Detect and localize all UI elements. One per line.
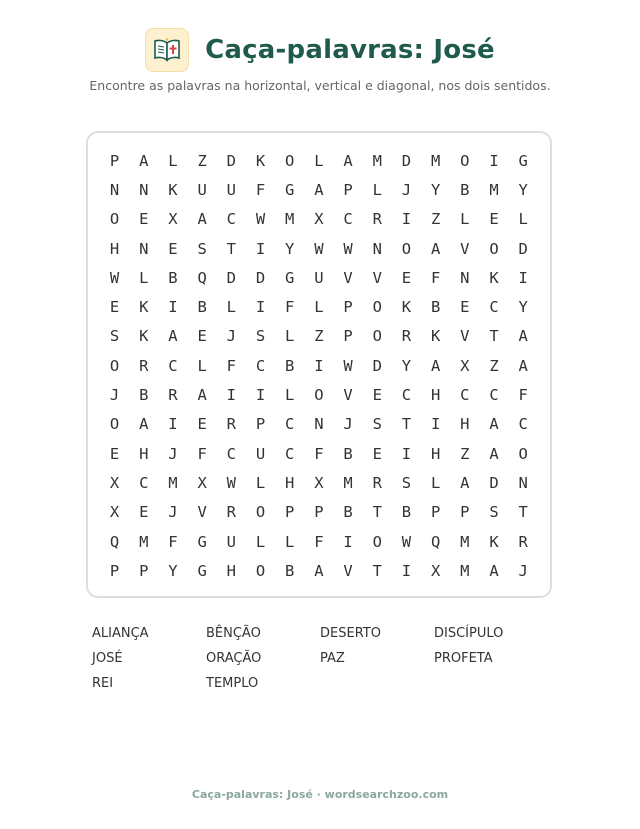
grid-cell[interactable]: I — [168, 415, 178, 434]
grid-cell[interactable]: W — [226, 473, 237, 492]
grid-cell[interactable]: V — [343, 268, 353, 287]
grid-cell[interactable]: A — [460, 473, 470, 492]
grid-cell[interactable]: Z — [460, 444, 470, 463]
grid-cell[interactable]: R — [401, 327, 412, 346]
grid-cell[interactable]: I — [255, 239, 266, 258]
grid-cell[interactable]: P — [255, 415, 266, 434]
grid-cell[interactable]: F — [168, 532, 178, 551]
grid-cell[interactable]: R — [226, 503, 237, 522]
grid-cell[interactable]: O — [372, 298, 382, 317]
grid-cell[interactable]: L — [430, 473, 441, 492]
grid-cell[interactable]: B — [168, 268, 178, 287]
grid-cell[interactable]: G — [518, 151, 528, 170]
grid-cell[interactable]: M — [372, 151, 382, 170]
grid-cell[interactable]: F — [285, 298, 295, 317]
grid-cell[interactable]: L — [314, 298, 324, 317]
grid-cell[interactable]: J — [168, 444, 178, 463]
grid-cell[interactable]: C — [226, 210, 237, 229]
grid-cell[interactable]: P — [109, 561, 120, 580]
grid-cell[interactable]: G — [197, 561, 207, 580]
grid-cell[interactable]: M — [139, 532, 149, 551]
grid-cell[interactable]: H — [285, 473, 295, 492]
grid-cell[interactable]: L — [285, 327, 295, 346]
grid-cell[interactable]: A — [168, 327, 178, 346]
grid-cell[interactable]: A — [518, 356, 528, 375]
grid-cell[interactable]: A — [314, 180, 324, 199]
grid-cell[interactable]: Y — [430, 180, 441, 199]
page-title: Caça-palavras: José — [205, 35, 495, 65]
grid-cell[interactable]: P — [343, 298, 353, 317]
grid-cell[interactable]: A — [314, 561, 324, 580]
grid-cell[interactable]: S — [197, 239, 207, 258]
grid-cell[interactable]: A — [430, 356, 441, 375]
grid-cell[interactable]: V — [343, 386, 353, 405]
grid-cell[interactable]: I — [255, 298, 266, 317]
grid-cell[interactable]: J — [168, 503, 178, 522]
grid-cell[interactable]: J — [518, 561, 528, 580]
grid-cell[interactable]: J — [401, 180, 412, 199]
grid-cell[interactable]: C — [489, 386, 499, 405]
grid-cell[interactable]: U — [197, 180, 207, 199]
grid-cell[interactable]: A — [139, 151, 149, 170]
grid-cell[interactable]: M — [168, 473, 178, 492]
footer: Caça-palavras: José · wordsearchzoo.com — [191, 788, 449, 801]
grid-cell[interactable]: K — [168, 180, 178, 199]
grid-cell[interactable]: O — [255, 561, 266, 580]
grid-cell[interactable]: I — [401, 444, 412, 463]
grid-cell[interactable]: E — [109, 444, 120, 463]
grid-cell[interactable]: E — [109, 298, 120, 317]
grid-cell[interactable]: L — [285, 386, 295, 405]
grid-cell[interactable]: R — [372, 473, 382, 492]
grid-cell[interactable]: F — [197, 444, 207, 463]
grid-cell[interactable]: Q — [430, 532, 441, 551]
grid-cell[interactable]: E — [372, 444, 382, 463]
grid-cell[interactable]: Z — [197, 151, 207, 170]
grid-cell[interactable]: X — [314, 210, 324, 229]
grid-cell[interactable]: I — [489, 151, 499, 170]
grid-cell[interactable]: X — [197, 473, 207, 492]
grid-cell[interactable]: M — [285, 210, 295, 229]
word-item: BÊNÇÃO — [206, 626, 261, 641]
grid-cell[interactable]: P — [285, 503, 295, 522]
grid-cell[interactable]: X — [168, 210, 178, 229]
grid-cell[interactable]: O — [401, 239, 412, 258]
grid-cell[interactable]: F — [518, 386, 528, 405]
grid-cell[interactable]: M — [343, 473, 353, 492]
grid-cell[interactable]: H — [430, 386, 441, 405]
grid-cell[interactable]: R — [168, 386, 178, 405]
grid-cell[interactable]: J — [226, 327, 237, 346]
grid-cell[interactable]: H — [460, 415, 470, 434]
grid-cell[interactable]: D — [489, 473, 499, 492]
grid-cell[interactable]: B — [139, 386, 149, 405]
grid-cell[interactable]: G — [197, 532, 207, 551]
grid-cell[interactable]: I — [401, 210, 412, 229]
grid-cell[interactable]: X — [460, 356, 470, 375]
grid-cell[interactable]: C — [285, 444, 295, 463]
grid-cell[interactable]: V — [343, 561, 353, 580]
grid-cell[interactable]: U — [314, 268, 324, 287]
grid-cell[interactable]: E — [197, 415, 207, 434]
grid-cell[interactable]: L — [518, 210, 528, 229]
grid-cell[interactable]: F — [314, 532, 324, 551]
grid-cell[interactable]: T — [518, 503, 528, 522]
grid-cell[interactable]: M — [489, 180, 499, 199]
grid-cell[interactable]: N — [109, 180, 120, 199]
grid-cell[interactable]: B — [197, 298, 207, 317]
grid-cell[interactable]: V — [197, 503, 207, 522]
grid-cell[interactable]: F — [226, 356, 237, 375]
grid-cell[interactable]: B — [343, 503, 353, 522]
grid-cell[interactable]: L — [197, 356, 207, 375]
grid-cell[interactable]: V — [460, 327, 470, 346]
grid-cell[interactable]: C — [518, 415, 528, 434]
grid-cell[interactable]: P — [139, 561, 149, 580]
grid-cell[interactable]: B — [285, 561, 295, 580]
grid-cell[interactable]: E — [139, 210, 149, 229]
grid-cell[interactable]: I — [226, 386, 237, 405]
grid-cell[interactable]: D — [226, 151, 237, 170]
grid-cell[interactable]: P — [109, 151, 120, 170]
grid-cell[interactable]: A — [489, 444, 499, 463]
grid-cell[interactable]: O — [109, 356, 120, 375]
grid-cell[interactable]: K — [489, 268, 499, 287]
grid-cell[interactable]: O — [489, 239, 499, 258]
grid-cell[interactable]: N — [518, 473, 528, 492]
grid-cell[interactable]: A — [430, 239, 441, 258]
grid-cell[interactable]: A — [343, 151, 353, 170]
grid-cell[interactable]: D — [518, 239, 528, 258]
word-item: DISCÍPULO — [434, 626, 504, 641]
grid-cell[interactable]: P — [460, 503, 470, 522]
grid-cell[interactable]: K — [401, 298, 412, 317]
grid-cell[interactable]: B — [343, 444, 353, 463]
grid-cell[interactable]: E — [460, 298, 470, 317]
word-item: PAZ — [320, 651, 345, 666]
word-item: ALIANÇA — [92, 626, 149, 641]
grid-cell[interactable]: O — [372, 327, 382, 346]
grid-cell[interactable]: O — [109, 415, 120, 434]
grid-cell[interactable]: W — [343, 239, 353, 258]
grid-cell[interactable]: L — [139, 268, 149, 287]
grid-cell[interactable]: U — [226, 180, 237, 199]
grid-cell[interactable]: B — [285, 356, 295, 375]
grid-cell[interactable]: S — [401, 473, 412, 492]
word-list — [92, 626, 548, 701]
grid-cell[interactable]: K — [139, 298, 149, 317]
grid-cell[interactable]: E — [139, 503, 149, 522]
grid-cell[interactable]: R — [139, 356, 149, 375]
grid-cell[interactable]: L — [314, 151, 324, 170]
grid-cell[interactable]: I — [401, 561, 412, 580]
grid-cell[interactable]: J — [109, 386, 120, 405]
grid-cell[interactable]: N — [460, 268, 470, 287]
grid-cell[interactable]: T — [401, 415, 412, 434]
grid-cell[interactable]: L — [460, 210, 470, 229]
grid-cell[interactable]: I — [168, 298, 178, 317]
grid-cell[interactable]: Y — [285, 239, 295, 258]
grid-cell[interactable]: S — [255, 327, 266, 346]
grid-cell[interactable]: G — [285, 180, 295, 199]
grid-cell[interactable]: L — [255, 473, 266, 492]
grid-cell[interactable]: A — [139, 415, 149, 434]
grid-cell[interactable]: I — [430, 415, 441, 434]
grid-cell[interactable]: L — [372, 180, 382, 199]
grid-cell[interactable]: K — [255, 151, 266, 170]
grid-cell[interactable]: Y — [168, 561, 178, 580]
grid-cell[interactable]: L — [285, 532, 295, 551]
word-item: PROFETA — [434, 651, 493, 666]
grid-cell[interactable]: Z — [430, 210, 441, 229]
grid-cell[interactable]: O — [255, 503, 266, 522]
grid-cell[interactable]: V — [460, 239, 470, 258]
grid-cell[interactable]: I — [518, 268, 528, 287]
grid-cell[interactable]: P — [430, 503, 441, 522]
grid-cell[interactable]: Z — [489, 356, 499, 375]
grid-cell[interactable]: K — [139, 327, 149, 346]
grid-cell[interactable]: X — [109, 503, 120, 522]
grid-cell[interactable]: V — [372, 268, 382, 287]
grid-cell[interactable]: Y — [401, 356, 412, 375]
grid-cell[interactable]: P — [343, 180, 353, 199]
grid-cell[interactable]: H — [139, 444, 149, 463]
grid-cell[interactable]: G — [285, 268, 295, 287]
grid-cell[interactable]: C — [343, 210, 353, 229]
grid-cell[interactable]: M — [460, 561, 470, 580]
grid-cell[interactable]: A — [489, 561, 499, 580]
grid-cell[interactable]: C — [285, 415, 295, 434]
grid-cell[interactable]: A — [489, 415, 499, 434]
grid-cell[interactable]: E — [401, 268, 412, 287]
grid-cell[interactable]: W — [314, 239, 324, 258]
grid-cell[interactable]: F — [314, 444, 324, 463]
grid-cell[interactable]: D — [226, 268, 237, 287]
grid-cell[interactable]: K — [489, 532, 499, 551]
grid-cell[interactable]: L — [226, 298, 237, 317]
grid-cell[interactable]: Y — [518, 180, 528, 199]
header — [0, 28, 640, 72]
grid-cell[interactable]: D — [372, 356, 382, 375]
grid-cell[interactable]: I — [314, 356, 324, 375]
grid-cell[interactable]: A — [197, 210, 207, 229]
grid-cell[interactable]: D — [255, 268, 266, 287]
grid-cell[interactable]: T — [226, 239, 237, 258]
grid-cell[interactable]: W — [109, 268, 120, 287]
grid-cell[interactable]: I — [255, 386, 266, 405]
grid-cell[interactable]: B — [430, 298, 441, 317]
grid-cell[interactable]: Y — [518, 298, 528, 317]
grid-cell[interactable]: A — [518, 327, 528, 346]
grid-cell[interactable]: I — [343, 532, 353, 551]
grid-cell[interactable]: H — [430, 444, 441, 463]
grid-cell[interactable]: E — [489, 210, 499, 229]
grid-cell[interactable]: C — [255, 356, 266, 375]
grid-cell[interactable]: F — [255, 180, 266, 199]
grid-cell[interactable]: W — [401, 532, 412, 551]
grid-cell[interactable]: P — [314, 503, 324, 522]
grid-cell[interactable]: Q — [197, 268, 207, 287]
grid-cell[interactable]: S — [489, 503, 499, 522]
grid-cell[interactable]: W — [343, 356, 353, 375]
grid-cell[interactable]: C — [168, 356, 178, 375]
grid-cell[interactable]: B — [460, 180, 470, 199]
grid-cell[interactable]: C — [401, 386, 412, 405]
grid-cell[interactable]: T — [372, 561, 382, 580]
grid-cell[interactable]: O — [518, 444, 528, 463]
grid-cell[interactable]: W — [255, 210, 266, 229]
grid-cell[interactable]: O — [460, 151, 470, 170]
word-item: ORAÇÃO — [206, 651, 262, 666]
grid-cell[interactable]: C — [489, 298, 499, 317]
grid-cell[interactable]: E — [372, 386, 382, 405]
grid-cell[interactable]: X — [109, 473, 120, 492]
grid-cell[interactable]: M — [460, 532, 470, 551]
grid-cell[interactable]: C — [226, 444, 237, 463]
grid-cell[interactable]: E — [197, 327, 207, 346]
grid-cell[interactable]: C — [460, 386, 470, 405]
grid-cell[interactable]: T — [489, 327, 499, 346]
grid-cell[interactable]: R — [226, 415, 237, 434]
grid-cell[interactable]: N — [139, 239, 149, 258]
open-bible-icon — [145, 28, 189, 72]
grid-cell[interactable]: S — [372, 415, 382, 434]
grid-cell[interactable]: C — [139, 473, 149, 492]
grid-cell[interactable]: N — [372, 239, 382, 258]
word-item: TEMPLO — [206, 676, 259, 691]
grid-cell[interactable]: S — [109, 327, 120, 346]
word-item: REI — [92, 676, 114, 691]
grid-cell[interactable]: L — [168, 151, 178, 170]
instructions: Encontre as palavras na horizontal, vertical e diagonal, nos dois sentidos. — [89, 78, 551, 93]
letter-grid — [100, 146, 538, 585]
grid-cell[interactable]: B — [401, 503, 412, 522]
grid-cell[interactable]: U — [255, 444, 266, 463]
grid-cell[interactable]: K — [430, 327, 441, 346]
grid-cell[interactable]: Z — [314, 327, 324, 346]
grid-cell[interactable]: L — [255, 532, 266, 551]
grid-cell[interactable]: E — [168, 239, 178, 258]
grid-cell[interactable]: U — [226, 532, 237, 551]
grid-cell[interactable]: O — [285, 151, 295, 170]
grid-cell[interactable]: H — [109, 239, 120, 258]
grid-cell[interactable]: X — [314, 473, 324, 492]
grid-cell[interactable]: T — [372, 503, 382, 522]
grid-cell[interactable]: Q — [109, 532, 120, 551]
word-item: DESERTO — [320, 626, 381, 641]
grid-cell[interactable]: M — [430, 151, 441, 170]
grid-cell[interactable]: P — [343, 327, 353, 346]
grid-cell[interactable]: N — [139, 180, 149, 199]
grid-cell[interactable]: O — [109, 210, 120, 229]
grid-cell[interactable]: D — [401, 151, 412, 170]
grid-cell[interactable]: A — [197, 386, 207, 405]
grid-cell[interactable]: O — [314, 386, 324, 405]
grid-cell[interactable]: R — [518, 532, 528, 551]
grid-cell[interactable]: R — [372, 210, 382, 229]
grid-cell[interactable]: F — [430, 268, 441, 287]
grid-cell[interactable]: J — [343, 415, 353, 434]
word-item: JOSÉ — [92, 651, 123, 666]
grid-cell[interactable]: X — [430, 561, 441, 580]
grid-cell[interactable]: N — [314, 415, 324, 434]
grid-cell[interactable]: O — [372, 532, 382, 551]
grid-cell[interactable]: H — [226, 561, 237, 580]
